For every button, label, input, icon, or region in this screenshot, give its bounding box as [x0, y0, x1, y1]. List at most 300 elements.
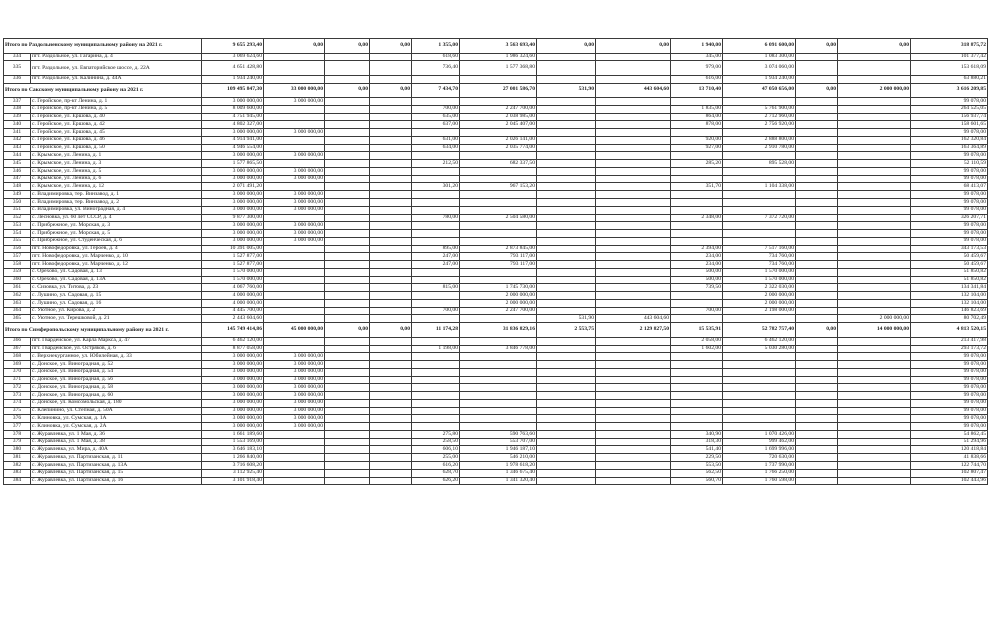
- value-cell: [838, 368, 911, 376]
- row-number: 371: [4, 376, 31, 384]
- value-cell: [537, 376, 596, 384]
- value-cell: [596, 407, 671, 415]
- value-cell: [325, 175, 370, 183]
- address-cell: с. Клепинино, ул. Степная, д. 50А: [31, 407, 202, 415]
- value-cell: 2 038 985,00: [460, 113, 537, 121]
- value-cell: [325, 415, 370, 423]
- value-cell: [537, 237, 596, 245]
- value-cell: [537, 399, 596, 407]
- value-cell: 5 030 280,00: [723, 345, 796, 353]
- table-row: [4, 245, 988, 253]
- value-cell: [460, 315, 537, 323]
- value-cell: 0,00: [325, 83, 370, 98]
- value-cell: [838, 384, 911, 392]
- row-number: 357: [4, 253, 31, 261]
- value-cell: 99 078,00: [911, 152, 988, 160]
- row-number: 372: [4, 384, 31, 392]
- value-cell: 2 247 700,00: [460, 307, 537, 315]
- value-cell: [796, 230, 838, 238]
- address-cell: с. Уютное, ул. Кирова, д. 2: [31, 307, 202, 315]
- value-cell: [838, 75, 911, 83]
- value-cell: [838, 361, 911, 369]
- table-row: [4, 477, 988, 485]
- value-cell: 3 000 000,00: [264, 407, 325, 415]
- value-cell: [596, 454, 671, 462]
- value-cell: [596, 183, 671, 191]
- value-cell: 0,00: [796, 83, 838, 98]
- value-cell: [596, 175, 671, 183]
- table-row: [4, 337, 988, 345]
- value-cell: 156 937,74: [911, 113, 988, 121]
- value-cell: [723, 175, 796, 183]
- value-cell: 0,00: [370, 323, 412, 338]
- value-cell: [325, 361, 370, 369]
- value-cell: [370, 477, 412, 485]
- row-number: 356: [4, 245, 31, 253]
- value-cell: [596, 368, 671, 376]
- value-cell: [671, 399, 723, 407]
- value-cell: [723, 167, 796, 175]
- value-cell: 3 000 000,00: [202, 392, 264, 400]
- row-number: 354: [4, 230, 31, 238]
- row-number: 379: [4, 438, 31, 446]
- value-cell: 145 749 414,86: [202, 323, 264, 338]
- value-cell: 47 050 656,00: [723, 83, 796, 98]
- value-cell: [838, 198, 911, 206]
- value-cell: [537, 183, 596, 191]
- value-cell: [264, 438, 325, 446]
- value-cell: [537, 98, 596, 106]
- value-cell: [838, 152, 911, 160]
- value-cell: [537, 307, 596, 315]
- value-cell: [325, 160, 370, 168]
- value-cell: 443 604,60: [596, 83, 671, 98]
- value-cell: [460, 276, 537, 284]
- value-cell: [671, 423, 723, 431]
- value-cell: [325, 438, 370, 446]
- value-cell: 1 570 000,00: [723, 276, 796, 284]
- value-cell: 9 877 300,00: [202, 214, 264, 222]
- address-cell: с. Крымское, ул. Ленина, д. 3: [31, 160, 202, 168]
- value-cell: [325, 384, 370, 392]
- address-cell: пгт. Гвардейское, ул. Карла Маркса, д. 47: [31, 337, 202, 345]
- table-row: [4, 167, 988, 175]
- value-cell: [796, 384, 838, 392]
- value-cell: 0,00: [264, 39, 325, 54]
- value-cell: 2 000 000,00: [838, 315, 911, 323]
- value-cell: [671, 222, 723, 230]
- value-cell: [838, 337, 911, 345]
- value-cell: [596, 105, 671, 113]
- value-cell: 631,00: [412, 136, 460, 144]
- row-number: 334: [4, 53, 31, 61]
- value-cell: [325, 191, 370, 199]
- value-cell: [460, 407, 537, 415]
- row-number: 359: [4, 268, 31, 276]
- value-cell: [596, 61, 671, 76]
- value-cell: [671, 191, 723, 199]
- value-cell: [796, 245, 838, 253]
- address-cell: с. Геройское, ул. Ершова, д. 45: [31, 129, 202, 137]
- value-cell: 1 070 426,00: [723, 430, 796, 438]
- value-cell: [671, 152, 723, 160]
- value-cell: [325, 407, 370, 415]
- value-cell: 234,00: [671, 261, 723, 269]
- address-cell: с. Геройское, ул. Ершова, д. 40: [31, 113, 202, 121]
- value-cell: 2 045 407,00: [460, 121, 537, 129]
- value-cell: [537, 167, 596, 175]
- value-cell: 45 000 000,00: [264, 323, 325, 338]
- value-cell: [325, 222, 370, 230]
- value-cell: 247,00: [412, 261, 460, 269]
- value-cell: 4 000 000,00: [202, 292, 264, 300]
- value-cell: [796, 438, 838, 446]
- value-cell: [796, 446, 838, 454]
- table-row: [4, 129, 988, 137]
- value-cell: [264, 268, 325, 276]
- value-cell: 3 000 000,00: [264, 237, 325, 245]
- value-cell: 14 000 000,00: [838, 323, 911, 338]
- value-cell: [838, 105, 911, 113]
- value-cell: [264, 461, 325, 469]
- value-cell: [325, 214, 370, 222]
- value-cell: 2 035 774,00: [460, 144, 537, 152]
- value-cell: [370, 454, 412, 462]
- value-cell: [723, 98, 796, 106]
- value-cell: 318,30: [671, 438, 723, 446]
- table-row: [4, 415, 988, 423]
- value-cell: 264 525,05: [911, 105, 988, 113]
- value-cell: [537, 415, 596, 423]
- value-cell: 8 877 058,00: [202, 345, 264, 353]
- value-cell: [838, 438, 911, 446]
- value-cell: 1 661 189,60: [202, 430, 264, 438]
- value-cell: 52 110,59: [911, 160, 988, 168]
- value-cell: [370, 175, 412, 183]
- value-cell: 162 320,84: [911, 136, 988, 144]
- table-row: [4, 261, 988, 269]
- value-cell: [671, 353, 723, 361]
- value-cell: [460, 175, 537, 183]
- value-cell: [723, 368, 796, 376]
- value-cell: 2 394,00: [671, 245, 723, 253]
- value-cell: 2 756 920,00: [723, 121, 796, 129]
- address-cell: с. Прибрежное, ул. Студенческая, д. 6: [31, 237, 202, 245]
- value-cell: [796, 113, 838, 121]
- value-cell: [370, 461, 412, 469]
- value-cell: [537, 368, 596, 376]
- value-cell: [537, 423, 596, 431]
- value-cell: [838, 214, 911, 222]
- row-number: 343: [4, 144, 31, 152]
- value-cell: 628,70: [412, 469, 460, 477]
- value-cell: [723, 206, 796, 214]
- value-cell: 553,50: [671, 461, 723, 469]
- value-cell: [796, 53, 838, 61]
- table-row: [4, 292, 988, 300]
- value-cell: [325, 299, 370, 307]
- value-cell: 99 078,00: [911, 206, 988, 214]
- value-cell: [460, 129, 537, 137]
- value-cell: 11 174,28: [412, 323, 460, 338]
- table-row: [4, 345, 988, 353]
- row-number: 362: [4, 292, 31, 300]
- value-cell: [264, 183, 325, 191]
- value-cell: [596, 307, 671, 315]
- value-cell: 4 067 760,00: [202, 284, 264, 292]
- value-cell: [723, 384, 796, 392]
- value-cell: 560,70: [671, 477, 723, 485]
- value-cell: [370, 430, 412, 438]
- value-cell: 1 577 368,80: [460, 61, 537, 76]
- value-cell: [596, 376, 671, 384]
- value-cell: 562,50: [671, 469, 723, 477]
- row-number: 367: [4, 345, 31, 353]
- value-cell: [723, 407, 796, 415]
- value-cell: [596, 237, 671, 245]
- value-cell: [325, 206, 370, 214]
- address-cell: с. Крымское, ул. Ленина, д. 6: [31, 175, 202, 183]
- value-cell: [838, 345, 911, 353]
- row-number: 358: [4, 261, 31, 269]
- table-row: [4, 237, 988, 245]
- address-cell: с. Донское, ул. Виноградная, д. 60: [31, 392, 202, 400]
- value-cell: [460, 222, 537, 230]
- value-cell: 616,20: [412, 461, 460, 469]
- value-cell: [325, 61, 370, 76]
- address-cell: с. Журавлевка, ул. 1 Мая, д. 38: [31, 438, 202, 446]
- value-cell: 213 417,98: [911, 337, 988, 345]
- address-cell: с. Клиновка, ул. Сумская, д. 1А: [31, 415, 202, 423]
- value-cell: [412, 415, 460, 423]
- table-row: [4, 392, 988, 400]
- value-cell: [796, 461, 838, 469]
- value-cell: 1 570 000,00: [202, 276, 264, 284]
- table-row: [4, 399, 988, 407]
- value-cell: [412, 315, 460, 323]
- value-cell: [796, 129, 838, 137]
- value-cell: [596, 206, 671, 214]
- value-cell: [537, 469, 596, 477]
- value-cell: 2 000 000,00: [723, 292, 796, 300]
- value-cell: 895 528,00: [723, 160, 796, 168]
- value-cell: [537, 477, 596, 485]
- value-cell: 2 058,00: [671, 337, 723, 345]
- row-number: 369: [4, 361, 31, 369]
- value-cell: 2 198 000,00: [723, 307, 796, 315]
- value-cell: [264, 253, 325, 261]
- value-cell: [370, 315, 412, 323]
- address-cell: с. Геройское, ул. Ершова, д. 46: [31, 136, 202, 144]
- value-cell: 99 078,00: [911, 376, 988, 384]
- row-number: 349: [4, 191, 31, 199]
- value-cell: [796, 407, 838, 415]
- row-number: 339: [4, 113, 31, 121]
- value-cell: [796, 292, 838, 300]
- value-cell: 7 517 160,00: [723, 245, 796, 253]
- value-cell: [671, 198, 723, 206]
- value-cell: 4 651 428,80: [202, 61, 264, 76]
- value-cell: [264, 113, 325, 121]
- address-cell: пгт. Раздольное, ул. Евпаторийское шоссе, д. 22А: [31, 61, 202, 76]
- value-cell: [264, 276, 325, 284]
- value-cell: 3 000 000,00: [202, 407, 264, 415]
- value-cell: 3 646 183,10: [202, 446, 264, 454]
- value-cell: [796, 98, 838, 106]
- value-cell: 6 091 600,00: [723, 39, 796, 54]
- value-cell: 1 570 000,00: [202, 268, 264, 276]
- value-cell: [723, 222, 796, 230]
- value-cell: 2 553,75: [537, 323, 596, 338]
- value-cell: 6 462 120,00: [723, 337, 796, 345]
- value-cell: [370, 469, 412, 477]
- address-cell: с. Журавлевка, ул. Мира, д. 40А: [31, 446, 202, 454]
- table-row: [4, 105, 988, 113]
- value-cell: 99 078,00: [911, 222, 988, 230]
- value-cell: 979,00: [671, 61, 723, 76]
- value-cell: [671, 237, 723, 245]
- row-number: 346: [4, 167, 31, 175]
- value-cell: 1 553 169,00: [202, 438, 264, 446]
- value-cell: [838, 61, 911, 76]
- value-cell: 734 760,00: [723, 261, 796, 269]
- value-cell: [537, 268, 596, 276]
- value-cell: 99 078,00: [911, 353, 988, 361]
- value-cell: [596, 230, 671, 238]
- table-row: [4, 206, 988, 214]
- value-cell: 50 459,67: [911, 253, 988, 261]
- value-cell: 27 001 586,70: [460, 83, 537, 98]
- value-cell: 2 348,00: [671, 214, 723, 222]
- value-cell: [370, 98, 412, 106]
- value-cell: 0,00: [370, 83, 412, 98]
- value-cell: 318 875,72: [911, 39, 988, 54]
- value-cell: 3 000 000,00: [264, 415, 325, 423]
- value-cell: 618,60: [412, 53, 460, 61]
- value-cell: 2 026 141,00: [460, 136, 537, 144]
- value-cell: 13 710,40: [671, 83, 723, 98]
- value-cell: 780,00: [412, 214, 460, 222]
- value-cell: [671, 175, 723, 183]
- value-cell: [370, 136, 412, 144]
- value-cell: [838, 446, 911, 454]
- value-cell: [370, 284, 412, 292]
- value-cell: [596, 384, 671, 392]
- value-cell: 41 838,66: [911, 454, 988, 462]
- value-cell: [796, 214, 838, 222]
- value-cell: 2 873 845,00: [460, 245, 537, 253]
- row-number: 350: [4, 198, 31, 206]
- value-cell: 637,00: [412, 121, 460, 129]
- value-cell: [838, 167, 911, 175]
- value-cell: [596, 423, 671, 431]
- value-cell: [325, 292, 370, 300]
- value-cell: [460, 237, 537, 245]
- value-cell: [370, 144, 412, 152]
- value-cell: [838, 175, 911, 183]
- address-cell: с. Геройское, пр-кт Ленина, д. 5: [31, 105, 202, 113]
- value-cell: [264, 144, 325, 152]
- value-cell: 50 459,67: [911, 261, 988, 269]
- value-cell: 1 198,00: [412, 345, 460, 353]
- address-cell: пгт. Раздольное, ул. Калинина, д. 44А: [31, 75, 202, 83]
- row-number: 340: [4, 121, 31, 129]
- value-cell: 52 782 757,40: [723, 323, 796, 338]
- value-cell: [796, 198, 838, 206]
- table-row: [4, 136, 988, 144]
- value-cell: 895,00: [412, 245, 460, 253]
- value-cell: [370, 268, 412, 276]
- value-cell: [325, 430, 370, 438]
- value-cell: [370, 307, 412, 315]
- value-cell: [796, 353, 838, 361]
- value-cell: [537, 438, 596, 446]
- value-cell: [723, 392, 796, 400]
- value-cell: 212,50: [412, 160, 460, 168]
- value-cell: 1 745 730,00: [460, 284, 537, 292]
- value-cell: 15 535,91: [671, 323, 723, 338]
- value-cell: [596, 261, 671, 269]
- address-cell: с. Донское, ул. Виноградная, д. 52: [31, 361, 202, 369]
- value-cell: 68 413,07: [911, 183, 988, 191]
- row-number: 376: [4, 415, 31, 423]
- value-cell: [796, 167, 838, 175]
- value-cell: [671, 98, 723, 106]
- value-cell: 132 104,00: [911, 299, 988, 307]
- value-cell: 247,00: [412, 253, 460, 261]
- address-cell: с. Крымское, ул. Ленина, д. 1: [31, 152, 202, 160]
- value-cell: [596, 129, 671, 137]
- address-cell: с. Геройское, ул. Ершова, д. 50: [31, 144, 202, 152]
- value-cell: [596, 430, 671, 438]
- value-cell: 1 737 990,00: [723, 461, 796, 469]
- value-cell: 606,10: [412, 446, 460, 454]
- value-cell: 878,00: [671, 121, 723, 129]
- table-row: [4, 230, 988, 238]
- value-cell: 500,00: [671, 268, 723, 276]
- value-cell: [264, 284, 325, 292]
- value-cell: 0,00: [796, 323, 838, 338]
- value-cell: [596, 198, 671, 206]
- value-cell: [838, 144, 911, 152]
- value-cell: [325, 268, 370, 276]
- value-cell: [723, 230, 796, 238]
- value-cell: [537, 276, 596, 284]
- value-cell: 31 836 829,16: [460, 323, 537, 338]
- value-cell: [796, 284, 838, 292]
- value-cell: [537, 198, 596, 206]
- value-cell: [838, 261, 911, 269]
- row-number: 383: [4, 469, 31, 477]
- value-cell: [325, 353, 370, 361]
- value-cell: [796, 237, 838, 245]
- address-cell: с. Донское, ул. Виноградная, д. 54: [31, 368, 202, 376]
- address-cell: с. Геройское, ул. Ершова, д. 42: [31, 121, 202, 129]
- value-cell: 1 934 240,00: [202, 75, 264, 83]
- value-cell: 0,00: [537, 39, 596, 54]
- value-cell: [370, 292, 412, 300]
- value-cell: [325, 315, 370, 323]
- value-cell: 3 101 918,40: [202, 477, 264, 485]
- value-cell: [264, 160, 325, 168]
- value-cell: [671, 384, 723, 392]
- value-cell: [370, 353, 412, 361]
- value-cell: 158 601,65: [911, 121, 988, 129]
- value-cell: [370, 214, 412, 222]
- value-cell: 120 418,84: [911, 446, 988, 454]
- value-cell: 99 078,00: [911, 423, 988, 431]
- value-cell: 3 000 000,00: [264, 368, 325, 376]
